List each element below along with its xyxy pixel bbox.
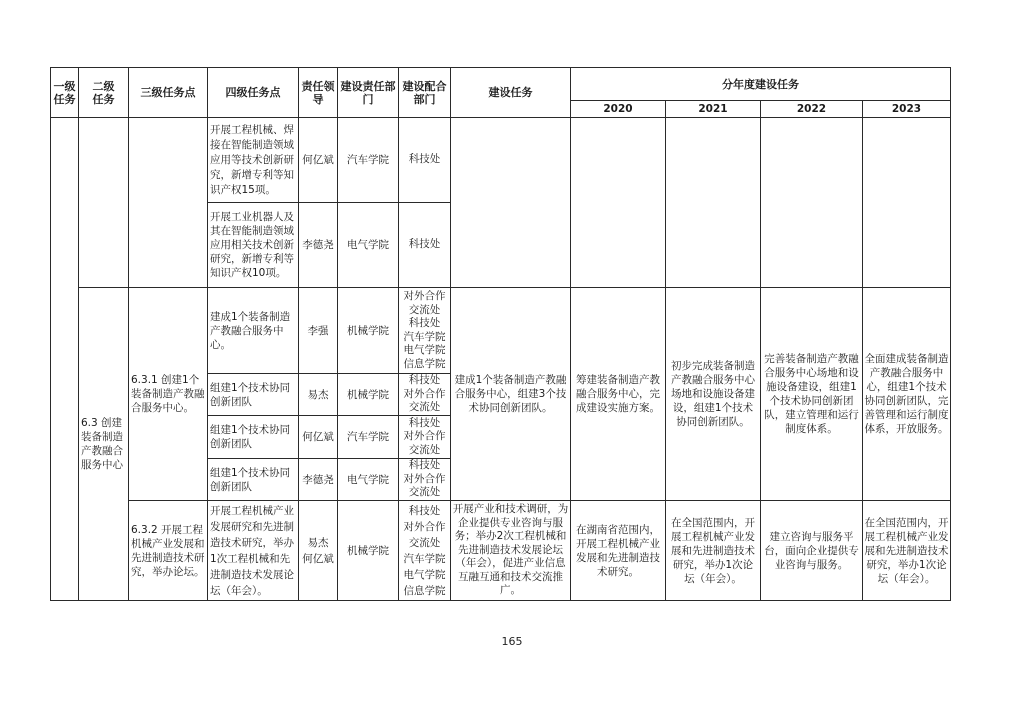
coop-dept: 科技处 [408, 416, 441, 429]
coop-dept: 对外合作交流处 [403, 472, 446, 499]
plan-2020-empty-cell [571, 118, 666, 288]
dept-cell [338, 416, 399, 459]
coop-dept: 汽车学院 [403, 330, 446, 343]
coop-cell [399, 288, 451, 374]
dept-name: 汽车学院 [347, 154, 389, 166]
coop-dept: 对外合作交流处 [403, 430, 446, 456]
level1-empty-cell [51, 118, 79, 601]
leader-cell [299, 288, 338, 374]
coop-cell [399, 501, 451, 601]
plan-text: 完善装备制造产教融合服务中心场地和设施设备建设，组建1个技术协同创新团队，建立管理和运行制度体系。 [764, 353, 859, 435]
coop-dept: 电气学院 [403, 568, 446, 581]
header-dept [338, 68, 399, 118]
header-leader-label: 责任领导 [301, 79, 335, 106]
plan-2021-empty-cell [666, 118, 761, 288]
coop-dept: 科技处 [408, 459, 441, 472]
coop-cell [399, 374, 451, 416]
leader-cell [299, 416, 338, 459]
dept-name: 机械学院 [347, 324, 389, 337]
level4-cell [208, 374, 299, 416]
leader-name: 何亿斌 [302, 154, 334, 166]
plan-text: 筹建装备制造产教融合服务中心，完成建设实施方案。 [576, 374, 660, 414]
header-yearly-label: 分年度建设任务 [722, 77, 799, 91]
level4-text: 组建1个技术协同创新团队 [210, 424, 291, 450]
dept-cell [338, 118, 399, 203]
header-task-label: 建设任务 [488, 86, 533, 99]
level3-task-label: 6.3.1 创建1个装备制造产教融合服务中心。 [131, 374, 205, 414]
leader-name: 李德尧 [302, 473, 334, 486]
coop-dept: 科技处 [408, 374, 441, 387]
leader-name: 李德尧 [302, 239, 334, 251]
leader-name: 易杰 [307, 388, 329, 401]
header-level3-label: 三级任务点 [140, 86, 196, 99]
dept-cell [338, 288, 399, 374]
construction-task-632 [451, 501, 571, 601]
dept-name: 电气学院 [347, 239, 389, 251]
header-level2-label: 二级任务 [92, 79, 115, 106]
header-year-label: 2023 [891, 103, 922, 115]
header-leader [299, 68, 338, 118]
plan-2022-empty-cell [761, 118, 863, 288]
plan-text: 初步完成装备制造产教融合服务中心场地和设施设备建设，组建1个技术协同创新团队。 [671, 360, 755, 428]
header-dept-label: 建设责任部门 [340, 79, 396, 106]
coop-cell [399, 203, 451, 288]
level2-task-label: 6.3 创建装备制造产教融合服务中心 [81, 417, 123, 471]
level4-cell [208, 118, 299, 203]
construction-task-631 [451, 288, 571, 501]
page-number: 165 [501, 635, 523, 648]
level3-empty-cell [129, 118, 208, 288]
level4-text: 开展工程机械产业发展研究和先进制造技术研究，举办1次工程机械和先进制造技术发展论坛（年会）。 [210, 504, 294, 597]
level3-task-label: 6.3.2 开展工程机械产业发展和先进制造技术研究，举办论坛。 [131, 523, 205, 578]
dept-cell [338, 459, 399, 501]
level4-cell [208, 459, 299, 501]
task-empty-cell [451, 118, 571, 288]
dept-name: 机械学院 [347, 544, 389, 557]
plan-2022-632 [761, 501, 863, 601]
construction-task-text: 开展产业和技术调研，为企业提供专业咨询与服务；举办2次工程机械和先进制造技术发展论坛（年会），促进产业信息互融互通和技术交流推广。 [452, 503, 569, 597]
dept-name: 电气学院 [347, 473, 389, 486]
header-year-2020 [571, 101, 666, 118]
level4-text: 组建1个技术协同创新团队 [210, 466, 291, 493]
coop-dept: 对外合作交流处 [403, 520, 446, 549]
plan-text: 建立咨询与服务平台，面向企业提供专业咨询与服务。 [764, 530, 859, 571]
leader-name: 何亿斌 [302, 552, 334, 565]
plan-text: 在全国范围内，开展工程机械产业发展和先进制造技术研究，举办1次论坛（年会）。 [671, 516, 755, 585]
leader-cell [299, 501, 338, 601]
header-coop-label: 建设配合部门 [402, 79, 447, 106]
leader-cell [299, 374, 338, 416]
coop-dept: 汽车学院 [403, 552, 446, 565]
header-level4-label: 四级任务点 [225, 86, 281, 99]
coop-dept: 信息学院 [403, 584, 446, 597]
coop-cell [399, 459, 451, 501]
header-coop [399, 68, 451, 118]
dept-name: 机械学院 [347, 388, 389, 401]
header-task [451, 68, 571, 118]
level4-text: 开展工业机器人及其在智能制造领域应用相关技术创新研究，新增专利等知识产权10项。 [210, 211, 294, 279]
header-level4 [208, 68, 299, 118]
coop-dept: 信息学院 [403, 357, 446, 370]
coop-dept: 对外合作交流处 [403, 387, 446, 414]
header-year-2023 [863, 101, 951, 118]
plan-2021-631 [666, 288, 761, 501]
level4-text: 建成1个装备制造产教融合服务中心。 [210, 310, 291, 351]
level4-cell [208, 288, 299, 374]
level3-task-631 [129, 288, 208, 501]
header-level1 [51, 68, 79, 118]
header-year-label: 2022 [796, 103, 827, 115]
plan-2023-empty-cell [863, 118, 951, 288]
leader-name: 李强 [307, 324, 329, 337]
plan-2022-631 [761, 288, 863, 501]
level4-text: 组建1个技术协同创新团队 [210, 381, 291, 408]
header-year-2022 [761, 101, 863, 118]
header-year-label: 2021 [698, 103, 728, 115]
level4-cell [208, 203, 299, 288]
plan-2023-632 [863, 501, 951, 601]
plan-text: 在全国范围内，开展工程机械产业发展和先进制造技术研究，举办1次论坛（年会）。 [864, 516, 949, 585]
header-year-label: 2020 [603, 103, 633, 115]
dept-cell [338, 203, 399, 288]
leader-cell [299, 203, 338, 288]
leader-cell [299, 459, 338, 501]
coop-dept: 对外合作交流处 [403, 290, 446, 316]
coop-dept: 科技处 [408, 504, 441, 517]
construction-task-text: 建成1个装备制造产教融合服务中心，组建3个技术协同创新团队。 [454, 374, 567, 414]
level3-task-632 [129, 501, 208, 601]
header-level2 [79, 68, 129, 118]
coop-cell [399, 118, 451, 203]
dept-cell [338, 501, 399, 601]
plan-2023-631 [863, 288, 951, 501]
leader-name: 何亿斌 [302, 431, 334, 443]
coop-dept: 科技处 [408, 317, 441, 329]
plan-text: 全面建成装备制造产教融合服务中心，组建1个技术协同创新团队，完善管理和运行制度体系，开放服务。 [864, 353, 949, 435]
coop-cell [399, 416, 451, 459]
task-table [50, 67, 951, 601]
plan-2020-631 [571, 288, 666, 501]
plan-2021-632 [666, 501, 761, 601]
level4-cell [208, 416, 299, 459]
header-level3 [129, 68, 208, 118]
coop-dept: 科技处 [408, 153, 441, 166]
dept-cell [338, 374, 399, 416]
coop-dept: 科技处 [408, 238, 441, 251]
dept-name: 汽车学院 [347, 431, 389, 443]
coop-dept: 电气学院 [403, 344, 446, 356]
level4-cell [208, 501, 299, 601]
level2-empty-cell [79, 118, 129, 288]
plan-text: 在湖南省范围内，开展工程机械产业发展和先进制造技术研究。 [576, 523, 660, 578]
header-level1-label: 一级任务 [53, 79, 76, 106]
plan-2020-632 [571, 501, 666, 601]
header-yearly [571, 68, 951, 101]
level2-task-cell [79, 288, 129, 601]
leader-name: 易杰 [307, 536, 329, 549]
leader-cell [299, 118, 338, 203]
header-year-2021 [666, 101, 761, 118]
level4-text: 开展工程机械、焊接在智能制造领域应用等技术创新研究，新增专利等知识产权15项。 [210, 123, 294, 196]
